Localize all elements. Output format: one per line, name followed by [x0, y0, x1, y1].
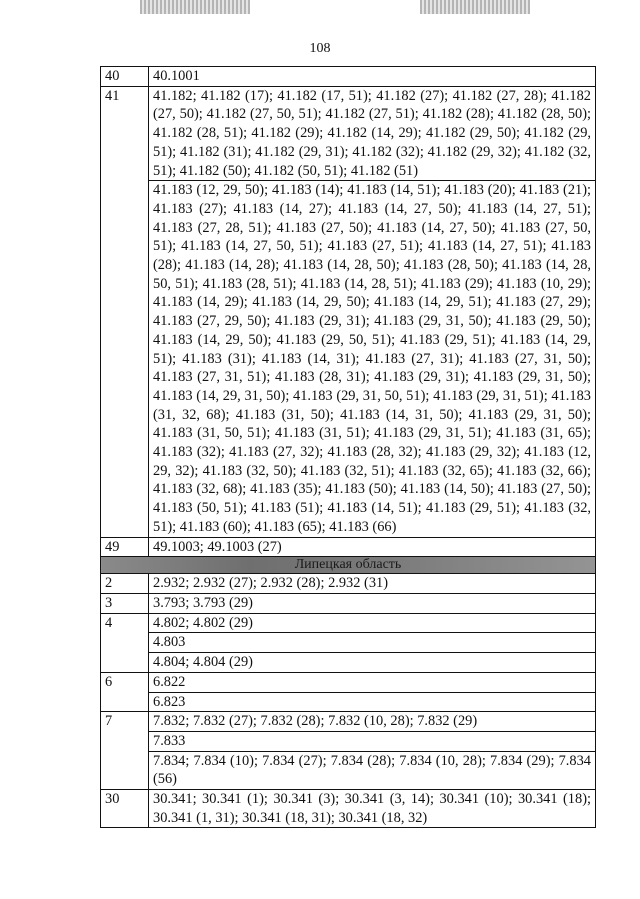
group-number: 30 — [101, 790, 149, 828]
group-number: 41 — [101, 86, 149, 537]
group-number: 4 — [101, 613, 149, 672]
group-number: 40 — [101, 67, 149, 87]
code-cell: 6.823 — [149, 692, 596, 712]
region-header-row — [101, 557, 596, 574]
code-cell: 4.802; 4.802 (29) — [149, 613, 596, 633]
code-cell: 30.341; 30.341 (1); 30.341 (3); 30.341 (3, 14); 30.341 (10); 30.341 (18); 30.341 (1, 31); 30.341 (18, 31); 30.341 (18, 32) — [149, 790, 596, 828]
table-row — [101, 653, 596, 673]
region-title: Липецкая область — [101, 557, 596, 574]
table-row — [101, 672, 596, 692]
table-row — [101, 67, 596, 87]
table-row — [101, 712, 596, 732]
scan-artifact — [140, 0, 250, 14]
table-body — [101, 67, 596, 828]
code-cell: 7.834; 7.834 (10); 7.834 (27); 7.834 (28); 7.834 (10, 28); 7.834 (29); 7.834 (56) — [149, 751, 596, 789]
table-row — [101, 537, 596, 557]
table-row — [101, 181, 596, 537]
table-row — [101, 751, 596, 789]
group-number: 2 — [101, 574, 149, 594]
page-number: 108 — [309, 41, 331, 56]
code-cell: 4.803 — [149, 633, 596, 653]
code-cell: 41.183 (12, 29, 50); 41.183 (14); 41.183 (14, 51); 41.183 (20); 41.183 (21); 41.183 (27); 41.183 (14, 27); 41.183 (14, 27, 50); 41.183 (14, 27, 51); 41.183 (27, 28, 51); 41.183 (27, 50); 41.183 (14, 27, 50); 41.183 (27, 50, 51); 41.183 (14, 27, 50, 51); 41.183 (27, 51); 41.183 (14, 27, 51); 41.183 (28); 41.183 (14, 28); 41.183 (14, 28, 50); 41.183 (28, 50); 41.183 (14, 28, 50, 51); 41.183 (28, 51); 41.183 (14, 28, 51); 41.183 (29); 41.183 (10, 29); 41.183 (14, 29); 41.183 (14, 29, 50); 41.183 (14, 29, 51); 41.183 (27, 29); 41.183 (27, 29, 50); 41.183 (29, 31); 41.183 (29, 31, 50); 41.183 (29, 50); 41.183 (14, 29, 50); 41.183 (29, 50, 51); 41.183 (29, 51); 41.183 (14, 29, 51); 41.183 (31); 41.183 (14, 31); 41.183 (27, 31); 41.183 (27, 31, 50); 41.183 (27, 31, 51); 41.183 (28, 31); 41.183 (29, 31); 41.183 (29, 31, 50); 41.183 (14, 29, 31, 50); 41.183 (29, 31, 50, 51); 41.183 (29, 31, 51); 41.183 (31, 32, 68); 41.183 (31, 50); 41.183 (14, 31, 50); 41.183 (29, 31, 50); 41.183 (31, 50, 51); 41.183 (31, 51); 41.183 (29, 31, 51); 41.183 (31, 65); 41.183 (32); 41.183 (27, 32); 41.183 (28, 32); 41.183 (29, 32); 41.183 (12, 29, 32); 41.183 (32, 50); 41.183 (32, 51); 41.183 (32, 65); 41.183 (32, 66); 41.183 (32, 68); 41.183 (35); 41.183 (50); 41.183 (14, 50); 41.183 (27, 50); 41.183 (50, 51); 41.183 (51); 41.183 (14, 51); 41.183 (29, 51); 41.183 (32, 51); 41.183 (60); 41.183 (65); 41.183 (66) — [149, 181, 596, 537]
code-cell: 4.804; 4.804 (29) — [149, 653, 596, 673]
table-row — [101, 613, 596, 633]
code-cell: 3.793; 3.793 (29) — [149, 593, 596, 613]
code-cell: 6.822 — [149, 672, 596, 692]
code-cell: 7.833 — [149, 731, 596, 751]
table-row — [101, 790, 596, 828]
table-row — [101, 731, 596, 751]
group-number: 3 — [101, 593, 149, 613]
code-cell: 2.932; 2.932 (27); 2.932 (28); 2.932 (31) — [149, 574, 596, 594]
code-cell: 41.182; 41.182 (17); 41.182 (17, 51); 41.182 (27); 41.182 (27, 28); 41.182 (27, 50); 41.182 (27, 50, 51); 41.182 (27, 51); 41.182 (28); 41.182 (28, 50); 41.182 (28, 51); 41.182 (29); 41.182 (14, 29); 41.182 (29, 50); 41.182 (29, 51); 41.182 (31); 41.182 (29, 31); 41.182 (32); 41.182 (29, 32); 41.182 (32, 51); 41.182 (50); 41.182 (50, 51); 41.182 (51) — [149, 86, 596, 181]
code-cell: 40.1001 — [149, 67, 596, 87]
code-table — [100, 66, 596, 828]
scan-artifact — [420, 0, 530, 14]
group-number: 49 — [101, 537, 149, 557]
table-row — [101, 86, 596, 181]
table-row — [101, 633, 596, 653]
group-number: 7 — [101, 712, 149, 790]
table-row — [101, 593, 596, 613]
code-cell: 49.1003; 49.1003 (27) — [149, 537, 596, 557]
group-number: 6 — [101, 672, 149, 711]
table-row — [101, 692, 596, 712]
code-cell: 7.832; 7.832 (27); 7.832 (28); 7.832 (10, 28); 7.832 (29) — [149, 712, 596, 732]
table-row — [101, 574, 596, 594]
